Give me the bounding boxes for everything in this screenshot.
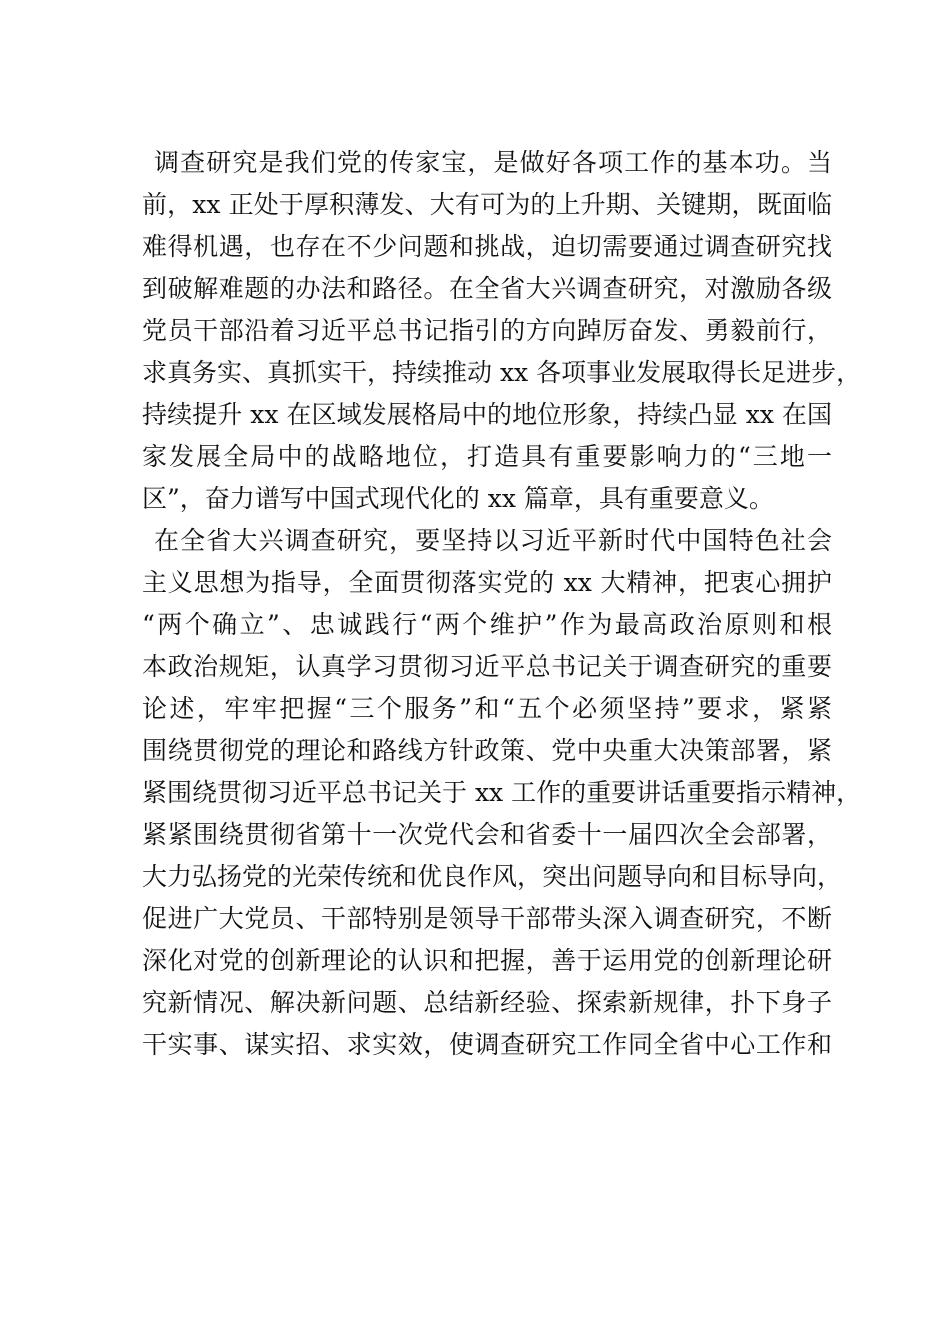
paragraph-line: 主义思想为指导，全面贯彻落实党的 xx 大精神，把衷心拥护	[142, 568, 832, 597]
paragraph-line: 前，xx 正处于厚积薄发、大有可为的上升期、关键期，既面临	[142, 190, 832, 219]
paragraph-line: 论述，牢牢把握“三个服务”和“五个必须坚持”要求，紧紧	[142, 694, 832, 723]
paragraph-line: 持续提升 xx 在区域发展格局中的地位形象，持续凸显 xx 在国	[142, 400, 832, 429]
paragraph-line: 紧紧围绕贯彻省第十一次党代会和省委十一届四次全会部署，	[142, 820, 832, 849]
paragraph-line: 在全省大兴调查研究，要坚持以习近平新时代中国特色社会	[154, 526, 832, 555]
paragraph-line: 本政治规矩，认真学习贯彻习近平总书记关于调查研究的重要	[142, 652, 832, 681]
paragraph-line: 干实事、谋实招、求实效，使调查研究工作同全省中心工作和	[142, 1030, 832, 1059]
paragraph-line: 难得机遇，也存在不少问题和挑战，迫切需要通过调查研究找	[142, 232, 832, 261]
paragraph-line: “两个确立”、忠诚践行“两个维护”作为最高政治原则和根	[142, 610, 832, 639]
paragraph-line: 深化对党的创新理论的认识和把握，善于运用党的创新理论研	[142, 946, 832, 975]
paragraph-line: 紧围绕贯彻习近平总书记关于 xx 工作的重要讲话重要指示精神，	[142, 778, 862, 807]
paragraph-line: 区”，奋力谱写中国式现代化的 xx 篇章，具有重要意义。	[142, 484, 774, 513]
paragraph-line: 调查研究是我们党的传家宝，是做好各项工作的基本功。当	[154, 148, 832, 177]
paragraph-line: 求真务实、真抓实干，持续推动 xx 各项事业发展取得长足进步，	[142, 358, 862, 387]
paragraph-line: 促进广大党员、干部特别是领导干部带头深入调查研究，不断	[142, 904, 832, 933]
paragraph-line: 到破解难题的办法和路径。在全省大兴调查研究，对激励各级	[142, 274, 832, 303]
paragraph-line: 家发展全局中的战略地位，打造具有重要影响力的“三地一	[142, 442, 832, 471]
paragraph-line: 党员干部沿着习近平总书记指引的方向踔厉奋发、勇毅前行，	[142, 316, 832, 345]
paragraph-line: 大力弘扬党的光荣传统和优良作风，突出问题导向和目标导向，	[142, 862, 843, 891]
paragraph-line: 围绕贯彻党的理论和路线方针政策、党中央重大决策部署，紧	[142, 736, 832, 765]
paragraph-line: 究新情况、解决新问题、总结新经验、探索新规律，扑下身子	[142, 988, 832, 1017]
